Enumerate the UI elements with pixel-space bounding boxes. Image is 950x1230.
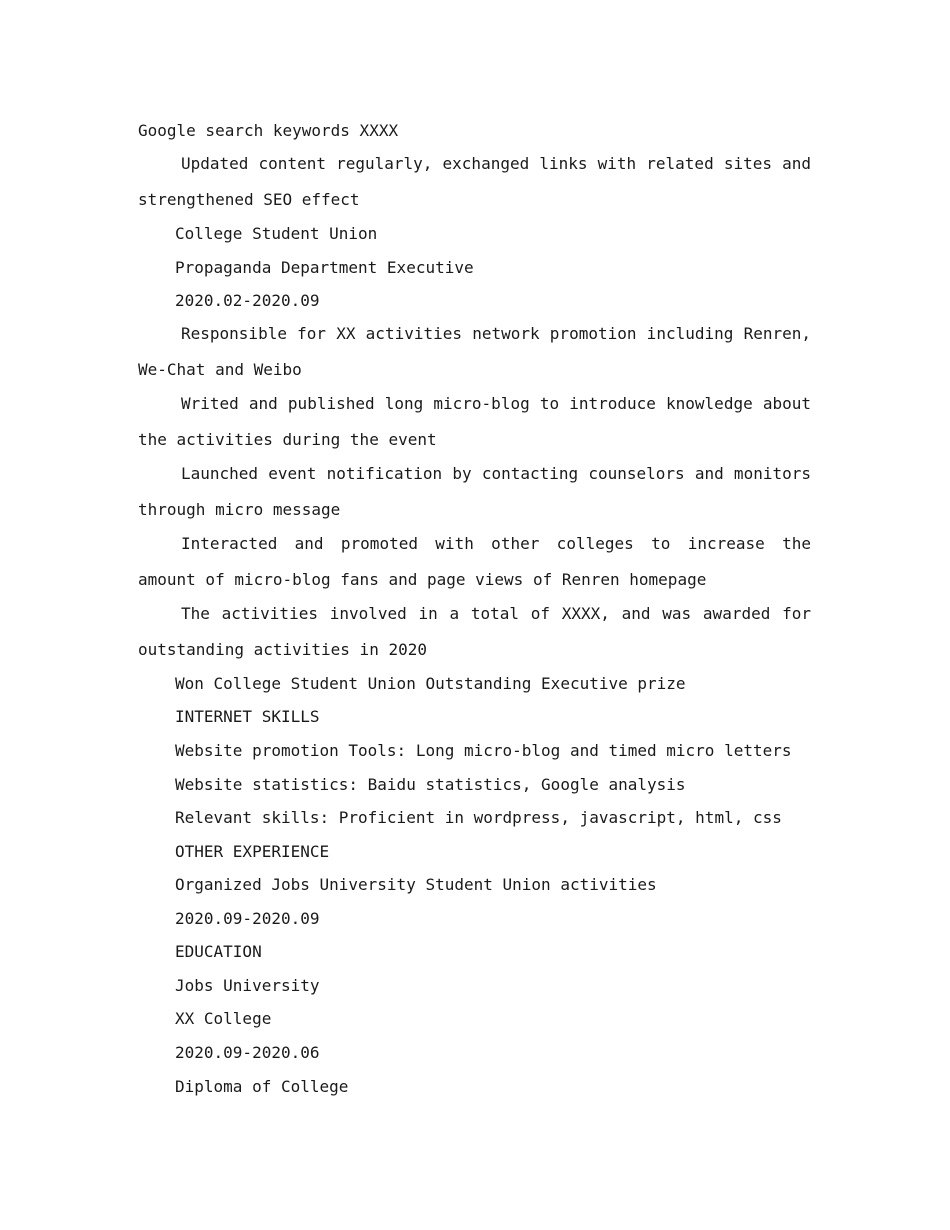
text-line: Won College Student Union Outstanding Executive prize [175, 674, 686, 693]
paragraph: Writed and published long micro-blog to introduce knowledge about the activities during the event [138, 394, 811, 449]
text-line: Organized Jobs University Student Union activities [175, 875, 657, 894]
college-name: XX College [175, 1009, 272, 1028]
text-line: Website promotion Tools: Long micro-blog and timed micro letters [175, 741, 792, 760]
job-title: Propaganda Department Executive [175, 258, 474, 277]
paragraph: The activities involved in a total of XXXX, and was awarded for outstanding activities in 2020 [138, 604, 811, 659]
degree: Diploma of College [175, 1077, 349, 1096]
section-heading: OTHER EXPERIENCE [175, 842, 330, 861]
date-range: 2020.02-2020.09 [175, 291, 320, 310]
text-line: Website statistics: Baidu statistics, Google analysis [175, 775, 686, 794]
section-heading: EDUCATION [175, 942, 262, 961]
paragraph: Updated content regularly, exchanged links with related sites and strengthened SEO effect [138, 154, 811, 209]
text-line: Google search keywords XXXX [138, 121, 399, 140]
paragraph: Launched event notification by contacting counselors and monitors through micro message [138, 464, 811, 519]
school-name: Jobs University [175, 976, 320, 995]
text-line: Relevant skills: Proficient in wordpress, javascript, html, css [175, 808, 782, 827]
section-heading: INTERNET SKILLS [175, 707, 320, 726]
paragraph: Interacted and promoted with other colleges to increase the amount of micro-blog fans and page views of Renren homepage [138, 534, 811, 589]
date-range: 2020.09-2020.06 [175, 1043, 320, 1062]
section-org: College Student Union [175, 224, 378, 243]
date-range: 2020.09-2020.09 [175, 909, 320, 928]
paragraph: Responsible for XX activities network promotion including Renren, We-Chat and Weibo [138, 324, 811, 379]
